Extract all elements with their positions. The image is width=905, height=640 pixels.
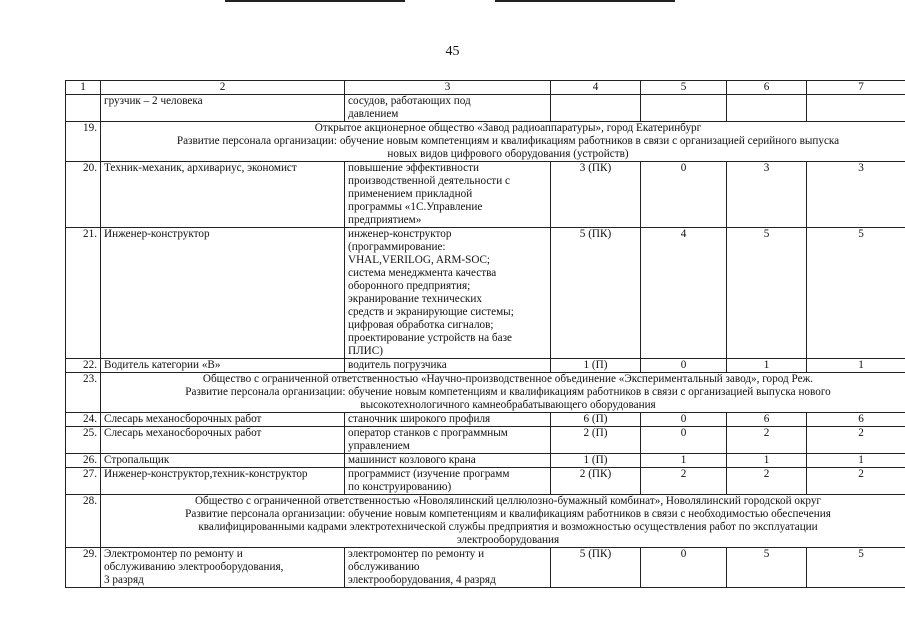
count-cell-4: 6 (П): [551, 413, 641, 427]
row-number: 29.: [66, 548, 101, 588]
profession-cell: [101, 95, 345, 122]
header-cell: 4: [551, 81, 641, 95]
organization-line: Общество с ограниченной ответственностью «Новолялинский целлюлозно-бумажный комбинат», Новолялинский городской округ: [194, 495, 822, 507]
count-cell-5: 0: [641, 162, 727, 228]
training-program-cell-line: экранирование технических: [348, 293, 482, 305]
count-cell-6: 3: [727, 162, 807, 228]
count-cell-6: 5: [727, 548, 807, 588]
count-cell-5: 2: [641, 468, 727, 495]
organization-description: [101, 373, 905, 413]
training-program-cell-line: обслуживанию: [348, 561, 420, 573]
header-cell: 7: [807, 81, 905, 95]
row-number: 19.: [66, 122, 101, 162]
training-program-cell: [345, 413, 551, 427]
row-number: 25.: [66, 427, 101, 454]
training-program-cell-line: проектирование устройств на базе: [348, 332, 512, 344]
count-cell-7: 2: [807, 427, 905, 454]
training-program-cell: [345, 468, 551, 495]
profession-cell-line: Стропальщик: [104, 454, 170, 466]
training-program-cell: [345, 228, 551, 359]
organization-line: квалифицированными кадрами электротехнической службы предприятия и возможностью осуществления работ по эксплуатации: [198, 521, 818, 533]
header-cell: 5: [641, 81, 727, 95]
count-cell-6: 2: [727, 427, 807, 454]
count-cell-7: [807, 95, 905, 122]
training-program-cell-line: управлением: [348, 440, 410, 452]
count-cell-4: [551, 95, 641, 122]
header-cell: 2: [101, 81, 345, 95]
organization-line: высокотехнологичного камнеобрабатывающего оборудования: [360, 399, 656, 411]
organization-row: [66, 495, 905, 548]
profession-cell-line: Слесарь механосборочных работ: [104, 427, 262, 439]
training-program-cell-line: производственной деятельности с: [348, 175, 510, 187]
profession-cell-line: 3 разряд: [104, 574, 144, 586]
row-number: 20.: [66, 162, 101, 228]
organization-row: [66, 122, 905, 162]
profession-cell: [101, 454, 345, 468]
count-cell-4: 1 (П): [551, 454, 641, 468]
top-rule-right: [495, 0, 675, 2]
organization-description: [101, 122, 905, 162]
count-cell-4: 2 (ПК): [551, 468, 641, 495]
profession-cell: [101, 468, 345, 495]
organization-line: Открытое акционерное общество «Завод радиоаппаратуры», город Екатеринбург: [314, 122, 702, 134]
table-row: [66, 548, 905, 588]
training-program-cell-line: ПЛИС): [348, 345, 383, 357]
count-cell-7: 5: [807, 228, 905, 359]
table-row: [66, 427, 905, 454]
count-cell-5: 0: [641, 548, 727, 588]
top-rule-left: [225, 0, 405, 2]
count-cell-6: 1: [727, 454, 807, 468]
training-program-cell-line: водитель погрузчика: [348, 359, 447, 371]
count-cell-4: 5 (ПК): [551, 548, 641, 588]
training-program-cell-line: электромонтер по ремонту и: [348, 548, 485, 560]
organization-line: новых видов цифрового оборудования (устройств): [387, 148, 629, 160]
page-number: 45: [445, 44, 460, 59]
training-program-cell-line: программист (изучение программ: [348, 468, 510, 480]
training-program-cell: [345, 95, 551, 122]
profession-cell: [101, 427, 345, 454]
table-row: [66, 454, 905, 468]
count-cell-6: 2: [727, 468, 807, 495]
profession-cell-line: грузчик – 2 человека: [104, 95, 203, 107]
profession-cell: [101, 162, 345, 228]
training-program-cell-line: сосудов, работающих под: [348, 95, 471, 107]
count-cell-5: 0: [641, 413, 727, 427]
count-cell-6: 1: [727, 359, 807, 373]
data-table: [65, 80, 905, 588]
profession-cell-line: Техник-механик, архивариус, экономист: [104, 162, 297, 174]
table-row: [66, 413, 905, 427]
header-cell: 6: [727, 81, 807, 95]
training-program-cell: [345, 454, 551, 468]
profession-cell-line: Слесарь механосборочных работ: [104, 413, 262, 425]
training-program-cell-line: применением прикладной: [348, 188, 473, 200]
row-number: 26.: [66, 454, 101, 468]
training-program-cell-line: повышение эффективности: [348, 162, 479, 174]
training-program-cell-line: оператор станков с программным: [348, 427, 508, 439]
table-row: [66, 468, 905, 495]
training-program-cell-line: VHAL,VERILOG, ARM-SOC;: [348, 254, 491, 266]
table-row: [66, 228, 905, 359]
training-program-cell-line: система менеджмента качества: [348, 267, 497, 279]
training-program-cell: [345, 427, 551, 454]
training-program-cell-line: по конструированию): [348, 481, 452, 493]
count-cell-7: 1: [807, 454, 905, 468]
training-program-cell: [345, 162, 551, 228]
count-cell-7: 2: [807, 468, 905, 495]
profession-cell-line: Инженер-конструктор,техник-конструктор: [104, 468, 308, 480]
training-program-cell-line: оборонного предприятия;: [348, 280, 471, 292]
count-cell-7: 6: [807, 413, 905, 427]
training-program-cell-line: предприятием»: [348, 214, 422, 226]
count-cell-7: 3: [807, 162, 905, 228]
training-program-cell-line: (программирование:: [348, 241, 446, 253]
table-row: [66, 95, 905, 122]
count-cell-7: 1: [807, 359, 905, 373]
count-cell-4: 5 (ПК): [551, 228, 641, 359]
count-cell-5: 0: [641, 359, 727, 373]
organization-description: [101, 495, 905, 548]
organization-line: Развитие персонала организации: обучение новым компетенциям и квалификациям работников в связи с организацией выпуска нового: [185, 386, 831, 398]
profession-cell: [101, 413, 345, 427]
profession-cell-line: Инженер-конструктор: [104, 228, 210, 240]
training-program-cell-line: станочник широкого профиля: [348, 413, 491, 425]
training-program-cell-line: инженер-конструктор: [348, 228, 452, 240]
training-program-cell-line: машинист козлового крана: [348, 454, 476, 466]
header-cell: 1: [66, 81, 101, 95]
row-number: 27.: [66, 468, 101, 495]
training-program-cell: [345, 359, 551, 373]
training-program-cell-line: давлением: [348, 108, 399, 120]
count-cell-5: 4: [641, 228, 727, 359]
organization-line: Развитие персонала организации: обучение новым компетенциям и квалификациям работников в связи с организацией серийного выпуска: [176, 135, 840, 147]
count-cell-4: 1 (П): [551, 359, 641, 373]
row-number: 28.: [66, 495, 101, 548]
training-program-cell-line: программы «1С.Управление: [348, 201, 483, 213]
training-program-cell-line: цифровая обработка сигналов;: [348, 319, 494, 331]
organization-line: электрооборудования: [456, 534, 560, 546]
organization-line: Развитие персонала организации: обучение новым компетенциям и квалификациям работников в связи с необходимостью обеспечения: [185, 508, 831, 520]
header-cell: 3: [345, 81, 551, 95]
profession-cell-line: Электромонтер по ремонту и: [104, 548, 243, 560]
table-row: [66, 359, 905, 373]
profession-cell-line: Водитель категории «В»: [104, 359, 221, 371]
profession-cell: [101, 548, 345, 588]
row-number: 22.: [66, 359, 101, 373]
count-cell-7: 5: [807, 548, 905, 588]
count-cell-6: [727, 95, 807, 122]
count-cell-5: [641, 95, 727, 122]
count-cell-4: 2 (П): [551, 427, 641, 454]
table-header-row: [66, 81, 905, 95]
count-cell-6: 6: [727, 413, 807, 427]
training-program-cell-line: средств и экранирующие системы;: [348, 306, 514, 318]
training-program-cell: [345, 548, 551, 588]
profession-cell: [101, 359, 345, 373]
row-number: 21.: [66, 228, 101, 359]
profession-cell: [101, 228, 345, 359]
count-cell-4: 3 (ПК): [551, 162, 641, 228]
row-number: 24.: [66, 413, 101, 427]
profession-cell-line: обслуживанию электрооборудования,: [104, 561, 284, 573]
row-number: 23.: [66, 373, 101, 413]
organization-row: [66, 373, 905, 413]
count-cell-5: 0: [641, 427, 727, 454]
organization-line: Общество с ограниченной ответственностью «Научно-производственное объединение «Экспериментальный завод», город Реж.: [202, 373, 814, 385]
count-cell-6: 5: [727, 228, 807, 359]
table-row: [66, 162, 905, 228]
count-cell-5: 1: [641, 454, 727, 468]
training-program-cell-line: электрооборудования, 4 разряд: [348, 574, 496, 586]
row-number: [66, 95, 101, 122]
